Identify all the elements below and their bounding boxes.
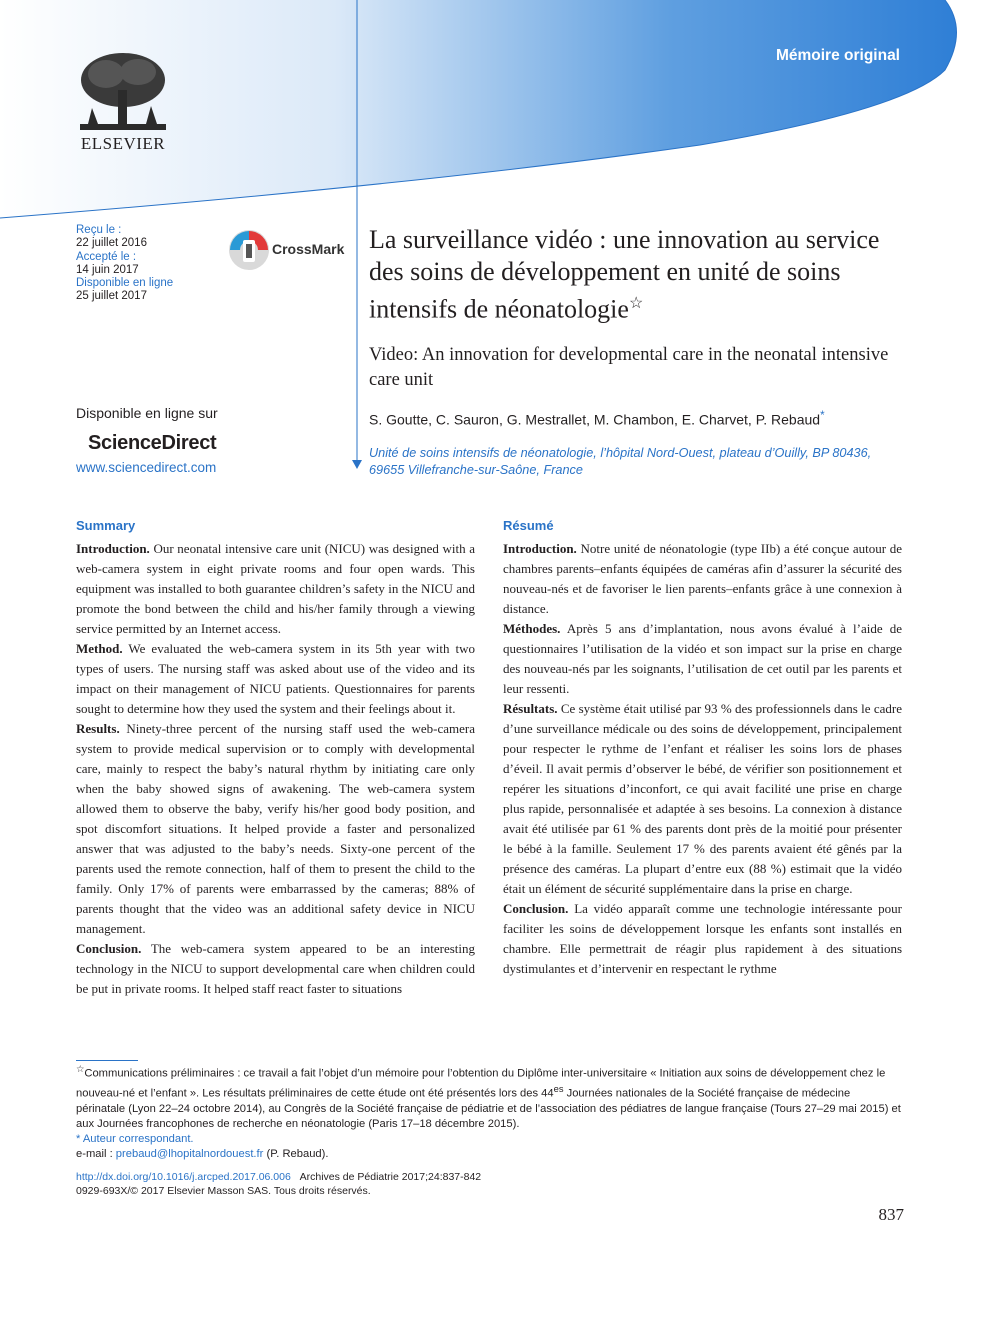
title-text: La surveillance vidéo : une innovation au service des soins de développement en unité de soins intensifs de néonatologie: [369, 225, 880, 324]
paragraph-text: Après 5 ans d’implantation, nous avons évalué à l’aide de questionnaires l’utilisation de la vidéo et son impact sur la prise en charge des nouveau-nés par les soignants, l’utilisation de cet outil par les parents et leur ressenti.: [503, 621, 902, 696]
paragraph-label: Introduction.: [503, 541, 577, 556]
footnote-superscript: es: [553, 1083, 564, 1094]
paragraph-label: Results.: [76, 721, 120, 736]
footnotes: [76, 1062, 902, 1163]
corresponding-mark[interactable]: *: [820, 409, 825, 422]
footnote-rule: [76, 1060, 138, 1061]
accepted-value: 14 juin 2017: [76, 263, 139, 276]
online-label: Disponible en ligne: [76, 277, 174, 290]
citation-line: [76, 1171, 481, 1185]
summary-paragraph: [76, 719, 475, 939]
preliminary-communication-note: [76, 1062, 902, 1132]
accepted-label: Accepté le :: [76, 250, 137, 263]
elsevier-logo: [76, 50, 170, 156]
corresponding-author-note: * Auteur correspondant.: [76, 1133, 194, 1146]
crossmark-label: CrossMark: [272, 241, 345, 257]
summary-heading: Summary: [76, 518, 136, 533]
sciencedirect-link[interactable]: www.sciencedirect.com: [76, 460, 217, 475]
elsevier-tree-icon: [76, 50, 170, 136]
received-label: Reçu le :: [76, 224, 122, 236]
paragraph-label: Résultats.: [503, 701, 558, 716]
page-number: 837: [878, 1205, 904, 1224]
email-link[interactable]: prebaud@lhopitalnordouest.fr: [115, 1148, 264, 1161]
authors-text: S. Goutte, C. Sauron, G. Mestrallet, M. Chambon, E. Charvet, P. Rebaud: [369, 411, 821, 428]
english-title: Video: An innovation for developmental care in the neonatal intensive care unit: [369, 345, 889, 390]
resume-paragraph: [503, 899, 902, 979]
resume-paragraph: [503, 699, 902, 899]
affiliation: Unité de soins intensifs de néonatologie, l’hôpital Nord-Ouest, plateau d’Ouilly, BP 80436, 69655 Villefranche-sur-Saône, France: [369, 446, 872, 477]
paragraph-text: Our neonatal intensive care unit (NICU) was designed with a web-camera system in eight private rooms and four open wards. This equipment was installed to both guarantee children’s safety in the NICU and promote the bond between the child and his/her family through a viewing service permitted by an Internet access.: [76, 541, 475, 636]
publisher-name: ELSEVIER: [80, 134, 166, 153]
author-list: [369, 409, 909, 428]
journal-citation: Archives de Pédiatrie 2017;24:837-842: [299, 1171, 482, 1183]
paragraph-label: Method.: [76, 641, 123, 656]
copyright-line: 0929-693X/© 2017 Elsevier Masson SAS. Tous droits réservés.: [76, 1184, 371, 1197]
received-value: 22 juillet 2016: [76, 237, 147, 250]
paragraph-text: The web-camera system appeared to be an interesting technology in the NICU to support developmental care when children could be put in private rooms. It helped staff react faster to situations: [76, 941, 475, 996]
resume-paragraph: [503, 539, 902, 619]
email-suffix: (P. Rebaud).: [266, 1148, 329, 1161]
email-line: [76, 1147, 902, 1162]
paragraph-text: La vidéo apparaît comme une technologie intéressante pour faciliter les soins de développement lorsque les enfants sont installés en chambre. Elle permettrait de réagir plus rapidement à des situations dystimulantes et d’intervenir en respectant le rythme: [503, 901, 903, 976]
doi-link[interactable]: http://dx.doi.org/10.1016/j.arcped.2017.06.006: [76, 1171, 291, 1183]
sciencedirect-logo: ScienceDirect: [88, 432, 217, 454]
available-online-label: Disponible en ligne sur: [76, 405, 218, 421]
paragraph-text: Ninety-three percent of the nursing staff used the web-camera system to provide medical supervision or to comply with developmental care, mainly to respect the baby’s natural rhythm by initiating care only when the baby showed signs of awakening. The web-camera system allowed them to observe the baby, verify his/her good body position, and spot discomfort situations. It helped provide a faster and personalized answer that was adjusted to the baby’s needs. Sixty-one percent of the parents used the remote connection, half of them to present the child to the family. Only 17% of parents were embarrassed by the cameras; 88% of parents thought that the video was an additional safety device in NICU management.: [76, 721, 475, 936]
paragraph-label: Introduction.: [76, 541, 150, 556]
crossmark-icon: [228, 228, 270, 272]
footnote-mark: ☆: [76, 1064, 85, 1074]
resume-paragraph: [503, 619, 902, 699]
crossmark-badge[interactable]: [228, 228, 345, 272]
article-dates: [76, 224, 173, 304]
summary-column: [76, 539, 475, 999]
paragraph-text: Ce système était utilisé par 93 % des professionnels dans le cadre d’une surveillance médicale ou des soins de développement, principalement pour respecter le rythme de l’enfant et réaliser les soins lors de phases d’éveil. Il avait permis d’observer le bébé, de vérifier son positionnement et repérer les situations d’inconfort, ce qui avait facilité une prise en charge plus rapide, personnalisée et adaptée à ses besoins. La connexion à distance avait été utilisée par 61 % des parents dont près de la moitié pour présenter le bébé à la famille. Seulement 17 % des parents avaient été gênés par la présence des caméras. La plupart d’entre eux (88 %) estimait que la vidéo était un élément de sécurité supplémentaire dans la prise en charge.: [503, 701, 903, 896]
paragraph-label: Conclusion.: [503, 901, 569, 916]
resume-column: [503, 539, 902, 979]
article-type-label: Mémoire original: [775, 47, 900, 64]
article-title: [369, 224, 904, 326]
summary-paragraph: [76, 939, 475, 999]
paragraph-label: Conclusion.: [76, 941, 142, 956]
summary-paragraph: [76, 539, 475, 639]
title-footnote-mark[interactable]: ☆: [628, 295, 644, 312]
paragraph-text: We evaluated the web-camera system in its 5th year with two types of users. The nursing staff was asked about use of the video and its impact on their management of NICU patients. Questionnaires for parents sought to determine how they used the system and their feelings about it.: [76, 641, 475, 716]
email-label: e-mail :: [76, 1148, 113, 1161]
citation-block: [76, 1171, 481, 1198]
summary-paragraph: [76, 639, 475, 719]
resume-heading: Résumé: [503, 518, 554, 533]
footnote-text-continued: Journées nationales de la Société française de médecine périnatale (Lyon 22–24 octobre 2014), au Congrès de la Société française de pédiatrie et de l’association des pédiatres de langue française (Tours 27–29 mai 2015) et aux Journées francophones de recherche en néonatologie (Paris 17–18 décembre 2015).: [76, 1087, 901, 1131]
divider-line: [350, 236, 364, 472]
online-value: 25 juillet 2017: [76, 290, 147, 303]
footnote-text: Communications préliminaires : ce travail a fait l’objet d’un mémoire pour l’obtention du Diplôme inter-universitaire « Initiation aux soins de développement chez le nouveau-né et l’enfant ». Les résultats préliminaires de cette étude ont été présentés lors des 44: [76, 1067, 886, 1100]
paragraph-label: Méthodes.: [503, 621, 561, 636]
paragraph-text: Notre unité de néonatologie (type IIb) a été conçue autour de chambres parents–enfants équipées de caméras afin d’assurer la sécurité des nouveau-nés et de favoriser le lien parents–enfants grâce à une connexion à distance.: [503, 541, 903, 616]
